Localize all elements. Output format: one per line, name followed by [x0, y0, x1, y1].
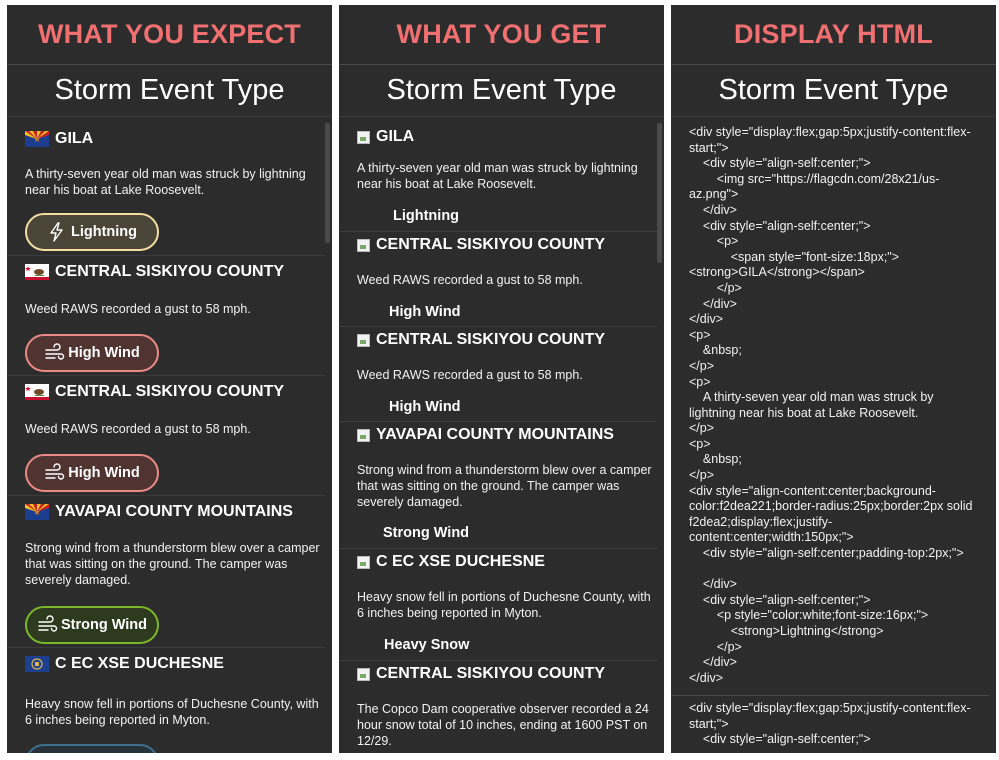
- utah-flag-icon: [25, 656, 49, 672]
- get-subtitle: Storm Event Type: [386, 74, 617, 106]
- item-title: CENTRAL SISKIYOU COUNTY: [376, 331, 606, 348]
- broken-image-icon: [357, 334, 370, 347]
- display-header-title: DISPLAY HTML: [734, 19, 933, 49]
- item-description: Heavy snow fell in portions of Duchesne County, with 6 inches being reported in Myton.: [25, 697, 319, 727]
- display-html-panel: [671, 5, 996, 753]
- arizona-flag-icon: [25, 504, 49, 520]
- badge-label: Strong Wind: [60, 617, 148, 633]
- list-item: [7, 255, 325, 375]
- lightning-icon: [47, 222, 67, 242]
- get-header-title: WHAT YOU GET: [396, 19, 607, 49]
- list-item: [339, 118, 657, 231]
- html-source-code: <div style="display:flex;gap:5px;justify-content:flex-start;"> <div style="align-self:center;"> <img src="https://flagcdn.com/28x21/us-az.png"> </div> <div style="align-self:center;"> <p> <span style="font-size:18px;"><strong>GILA</strong></span> </p> </div> </div> <p> &nbsp; </p> <p> A thirty-seven year old man was struck by lightning near his boat at Lake Roosevelt. </p> <p> &nbsp; </p> <div style="align-content:center;background-color:f2dea221;border-radius:25px;border:2px solid f2dea2;display:flex;justify-content:center;width:150px;"> <div style="align-self:center;padding-top:2px;"> </div> <div style="align-self:center;"> <p style="color:white;font-size:16px;"> <strong>Lightning</strong> </p> </div> </div>: [689, 125, 973, 685]
- display-header: [671, 5, 996, 65]
- broken-image-icon: [357, 668, 370, 681]
- display-subtitle: Storm Event Type: [718, 74, 949, 106]
- list-item: [339, 421, 657, 548]
- event-type-label: Heavy Snow: [384, 637, 470, 653]
- event-type-label: Lightning: [393, 208, 460, 224]
- badge-label: High Wind: [68, 465, 140, 481]
- item-title: GILA: [376, 128, 415, 145]
- california-flag-icon: [25, 384, 49, 400]
- expect-subtitle-bar: [7, 65, 332, 117]
- display-subtitle-bar: [671, 65, 996, 117]
- list-item: [7, 118, 325, 255]
- arizona-flag-icon: [25, 131, 49, 147]
- get-subtitle-bar: [339, 65, 664, 117]
- strong-wind-badge: [25, 606, 159, 644]
- wind-icon: [44, 343, 64, 363]
- list-item: [7, 495, 325, 647]
- get-header: [339, 5, 664, 65]
- badge-label: High Wind: [68, 345, 140, 361]
- expect-scrollbar[interactable]: [325, 123, 330, 243]
- expect-header-title: WHAT YOU EXPECT: [37, 19, 302, 49]
- item-description: The Copco Dam cooperative observer recorded a 24 hour snow total of 10 inches, ending at 1600 PST on 12/29.: [357, 702, 649, 748]
- list-item: [7, 375, 325, 495]
- item-title: CENTRAL SISKIYOU COUNTY: [376, 236, 606, 253]
- item-description: A thirty-seven year old man was struck by lightning near his boat at Lake Roosevelt.: [357, 161, 638, 191]
- broken-image-icon: [357, 131, 370, 144]
- item-description: A thirty-seven year old man was struck by lightning near his boat at Lake Roosevelt.: [25, 167, 306, 197]
- list-item: [339, 326, 657, 421]
- event-type-label: High Wind: [389, 304, 461, 320]
- high-wind-badge: [25, 454, 159, 492]
- item-title: C EC XSE DUCHESNE: [376, 553, 545, 570]
- expect-panel: [7, 5, 332, 753]
- item-title: YAVAPAI COUNTY MOUNTAINS: [55, 503, 293, 520]
- item-title: CENTRAL SISKIYOU COUNTY: [55, 263, 285, 280]
- expect-subtitle: Storm Event Type: [54, 74, 285, 106]
- broken-image-icon: [357, 429, 370, 442]
- item-title: CENTRAL SISKIYOU COUNTY: [55, 383, 285, 400]
- wind-icon: [37, 615, 57, 635]
- broken-image-icon: [357, 239, 370, 252]
- item-description: Weed RAWS recorded a gust to 58 mph.: [25, 422, 251, 436]
- get-scrollbar[interactable]: [657, 123, 662, 263]
- high-wind-badge: [25, 334, 159, 372]
- lightning-badge: [25, 213, 159, 251]
- item-description: Weed RAWS recorded a gust to 58 mph.: [357, 368, 583, 382]
- list-item: [339, 548, 657, 660]
- badge-label: Lightning: [70, 224, 138, 240]
- list-item: [339, 660, 657, 753]
- item-title: GILA: [55, 130, 94, 147]
- heavy-snow-badge: [25, 744, 159, 753]
- get-panel: [339, 5, 664, 753]
- event-type-label: High Wind: [389, 399, 461, 415]
- item-description: Weed RAWS recorded a gust to 58 mph.: [357, 273, 583, 287]
- list-item: [7, 647, 325, 753]
- item-description: Weed RAWS recorded a gust to 58 mph.: [25, 302, 251, 316]
- item-description: Strong wind from a thunderstorm blew over a camper that was sitting on the ground. The camper was severely damaged.: [357, 463, 652, 509]
- item-title: CENTRAL SISKIYOU COUNTY: [376, 665, 606, 682]
- expect-header: [7, 5, 332, 65]
- event-type-label: Strong Wind: [383, 525, 470, 541]
- item-title: C EC XSE DUCHESNE: [55, 655, 224, 672]
- broken-image-icon: [357, 556, 370, 569]
- code-divider: [671, 695, 989, 696]
- html-source-code: <div style="display:flex;gap:5px;justify-content:flex-start;"> <div style="align-self:center;">: [689, 701, 971, 747]
- item-title: YAVAPAI COUNTY MOUNTAINS: [376, 426, 614, 443]
- list-item: [339, 231, 657, 326]
- item-description: Strong wind from a thunderstorm blew over a camper that was sitting on the ground. The camper was severely damaged.: [25, 541, 320, 587]
- california-flag-icon: [25, 264, 49, 280]
- item-description: Heavy snow fell in portions of Duchesne County, with 6 inches being reported in Myton.: [357, 590, 651, 620]
- wind-icon: [44, 463, 64, 483]
